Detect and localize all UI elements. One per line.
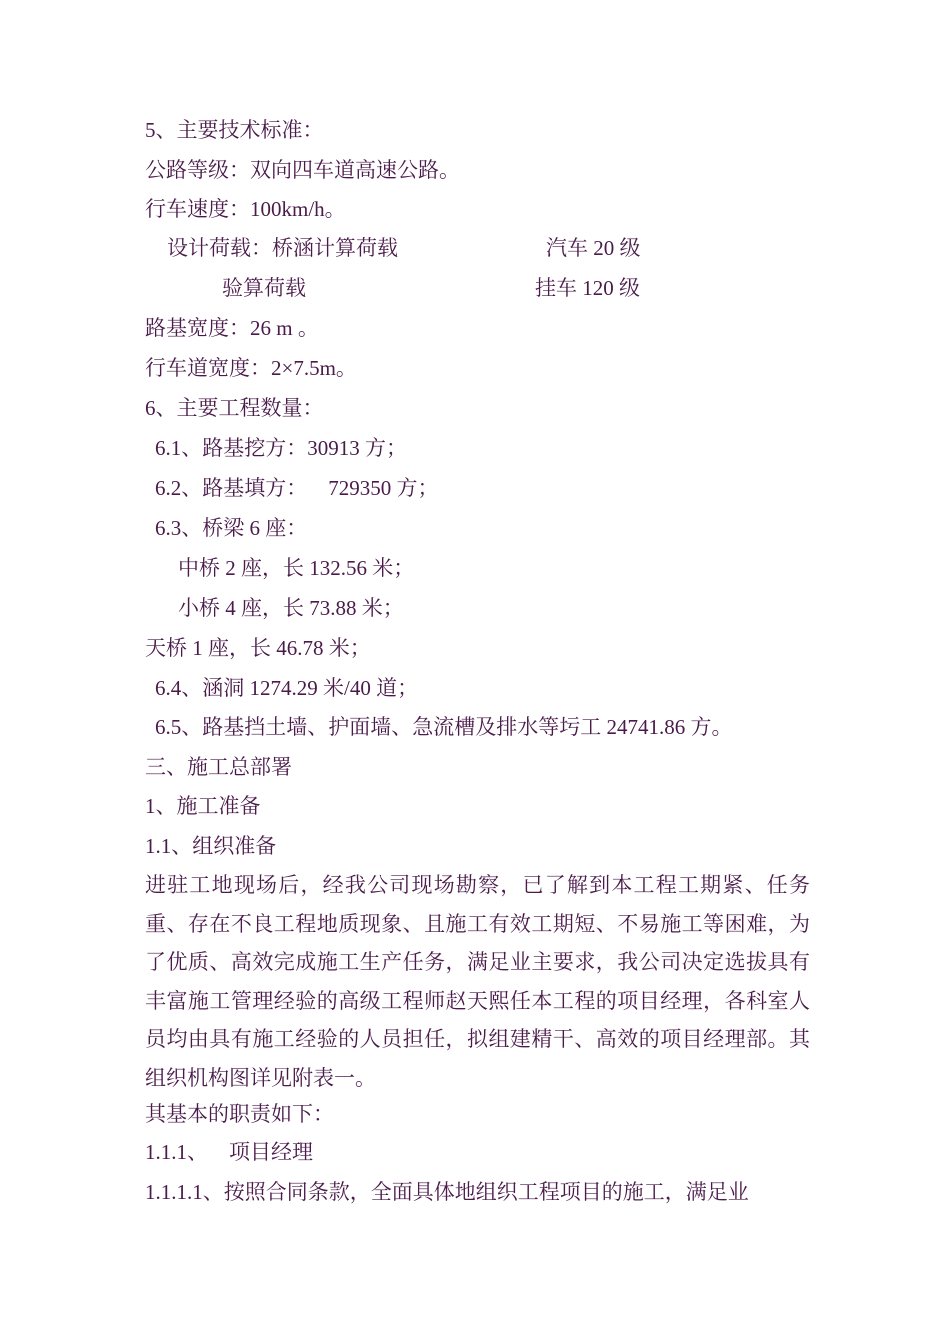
part3-heading: 三、施工总部署 xyxy=(145,755,292,779)
road-grade: 公路等级：双向四车道高速公路。 xyxy=(145,158,460,182)
item-1-1-1-1: 1.1.1.1、按照合同条款，全面具体地组织工程项目的施工，满足业 xyxy=(145,1180,749,1204)
sub1-1-heading: 1.1、组织准备 xyxy=(145,834,277,858)
sub1-heading: 1、施工准备 xyxy=(145,794,261,818)
item-6-2: 6.2、路基填方： 729350 方； xyxy=(155,476,439,500)
section5-heading: 5、主要技术标准： xyxy=(145,118,324,142)
subgrade-width: 路基宽度：26 m 。 xyxy=(145,316,319,340)
item-6-4: 6.4、涵洞 1274.29 米/40 道； xyxy=(155,676,419,700)
item-6-3: 6.3、桥梁 6 座： xyxy=(155,516,308,540)
overpass: 天桥 1 座，长 46.78 米； xyxy=(145,636,371,660)
section6-heading: 6、主要工程数量： xyxy=(145,396,324,420)
item-6-5: 6.5、路基挡土墙、护面墙、急流槽及排水等圬工 24741.86 方。 xyxy=(155,715,733,739)
check-load-value: 挂车 120 级 xyxy=(535,276,640,300)
organization-paragraph: 进驻工地现场后，经我公司现场勘察，已了解到本工程工期紧、任务重、存在不良工程地质现象、且施工有效工期短、不易施工等困难，为了优质、高效完成施工生产任务，满足业主要求，我公司决定选拔具有丰富施工管理经验的高级工程师赵天熙任本工程的项目经理，各科室人员均由具有施工经验的人员担任，拟组建精干、高效的项目经理部。其组织机构图详见附表一。 xyxy=(145,873,810,1090)
check-load-label: 验算荷载 xyxy=(222,276,306,300)
sub1-1-1-heading: 1.1.1、 项目经理 xyxy=(145,1140,313,1164)
design-load-value: 汽车 20 级 xyxy=(546,236,641,260)
small-bridge: 小桥 4 座，长 73.88 米； xyxy=(178,596,404,620)
duties-intro: 其基本的职责如下： xyxy=(145,1102,334,1126)
lane-width: 行车道宽度：2×7.5m。 xyxy=(145,356,357,380)
medium-bridge: 中桥 2 座，长 132.56 米； xyxy=(178,556,415,580)
item-6-1: 6.1、路基挖方：30913 方； xyxy=(155,436,407,460)
design-load-label: 设计荷载：桥涵计算荷载 xyxy=(167,236,398,260)
design-speed: 行车速度：100km/h。 xyxy=(145,197,346,221)
